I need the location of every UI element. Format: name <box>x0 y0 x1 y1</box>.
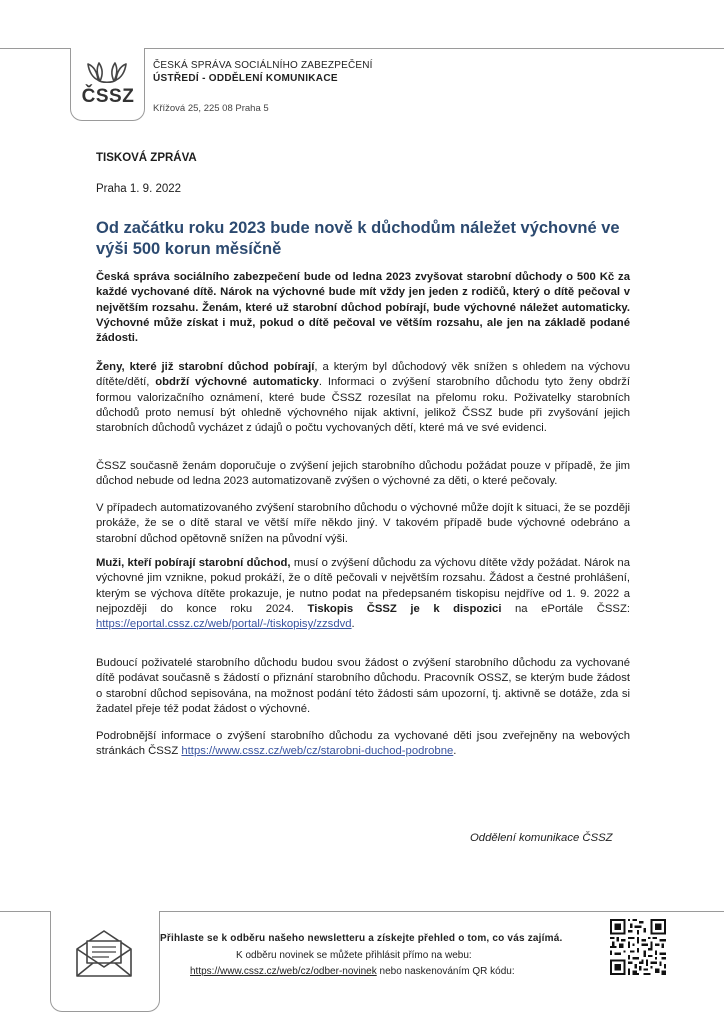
more-info-link[interactable]: https://www.cssz.cz/web/cz/starobni-duchod-podrobne <box>181 745 454 758</box>
paragraph-bold-text: Muži, kteří pobírají starobní důchod, <box>96 557 291 569</box>
paragraph-bold-text: Ženy, které již starobní důchod pobírají <box>96 361 315 373</box>
paragraph-text: . <box>453 745 457 758</box>
document-label: TISKOVÁ ZPRÁVA <box>96 152 197 164</box>
organization-address: Křížová 25, 225 08 Praha 5 <box>153 103 269 114</box>
paragraph-bold-text: obdrží výchovné automaticky <box>155 376 319 389</box>
qr-code-icon[interactable] <box>610 919 666 975</box>
signature: Oddělení komunikace ČSSZ <box>470 832 613 844</box>
paragraph-text: . <box>351 618 355 631</box>
newsletter-instructions: K odběru novinek se můžete přihlásit přímo na webu: <box>236 950 472 961</box>
paragraph-more-info <box>96 729 630 760</box>
newsletter-invite: Přihlaste se k odběru našeho newsletteru a získejte přehled o tom, co vás zajímá. <box>160 933 563 944</box>
paragraph-reduction: V případech automatizovaného zvýšení starobního důchodu o výchovné může dojít k situaci, že se později prokáže, že se o dítě staral ve větší míře někdo jiný. V takovém případě bude výchovné odebráno a starobní důchod opětovně snížen na původní výši. <box>96 502 630 545</box>
department-name: ÚSTŘEDÍ - ODDĚLENÍ KOMUNIKACE <box>153 73 338 84</box>
lead-paragraph: Česká správa sociálního zabezpečení bude od ledna 2023 zvyšovat starobní důchody o 500 Kč za každé vychované dítě. Nárok na výchovné bude mít vždy jen jeden z rodičů, který o dítě pečoval v největším rozsahu. Ženám, které už starobní důchod pobírají, bude výchovné náležet automaticky. Výchovné může získat i muž, pokud o dítě pečoval ve větším rozsahu, ale jen na základě podané žádosti. <box>96 271 630 345</box>
logo-box <box>70 48 145 121</box>
tulip-logo-icon <box>85 60 129 86</box>
newsletter-link[interactable]: https://www.cssz.cz/web/cz/odber-novinek <box>190 966 377 977</box>
eportal-form-link[interactable]: https://eportal.cssz.cz/web/portal/-/tiskopisy/zzsdvd <box>96 618 352 631</box>
paragraph-text: . Informaci o zvýšení starobního důchodu tyto ženy obdrží formou valorizačního oznámení, které bude ČSSZ rozesílat na přelomu roku. Poživatelky starobních důchodů proto nemusí být ohledně výchovného nijak aktivní, jelikož ČSSZ bude při zvyšování jejich starobních důchodů vycházet z údajů o počtu vychovaných dětí, které má ve své evidenci. <box>96 376 631 435</box>
paragraph-text: na ePortále ČSSZ: <box>501 602 631 615</box>
envelope-box <box>50 911 160 1012</box>
paragraph-women-automatic <box>96 360 630 436</box>
organization-name: ČESKÁ SPRÁVA SOCIÁLNÍHO ZABEZPEČENÍ <box>153 60 373 71</box>
paragraph-bold-text: Tiskopis ČSSZ je k dispozici <box>307 602 502 615</box>
paragraph-recommendation: ČSSZ současně ženám doporučuje o zvýšení jejich starobního důchodu požádat pouze v případě, že jim důchod nebude od ledna 2023 automatizovaně zvýšen o výchovné za děti, o které pečovaly. <box>96 460 630 488</box>
newsletter-text: nebo naskenováním QR kódu: <box>376 966 515 977</box>
logo-text: ČSSZ <box>81 86 135 107</box>
newsletter-link-line <box>190 966 515 977</box>
paragraph-men-application <box>96 556 630 632</box>
dateline: Praha 1. 9. 2022 <box>96 183 182 195</box>
envelope-icon <box>73 929 135 979</box>
headline: Od začátku roku 2023 bude nově k důchodům náležet výchovné ve výši 500 korun měsíčně <box>96 219 620 258</box>
paragraph-text: Podrobnější informace o zvýšení starobního důchodu za vychované děti jsou zveřejněny na webových stránkách ČSSZ <box>96 730 630 758</box>
paragraph-future-recipients: Budoucí poživatelé starobního důchodu budou svou žádost o zvýšení starobního důchodu za vychované dítě podávat současně s žádostí o přiznání starobního důchodu. Pracovník OSSZ, se kterým bude žádost o starobní důchod sepisována, na možnost podání této žádosti sám upozorní, tj. aktivně se dotáže, zda si žadatel přeje též podat žádost o výchovné. <box>96 657 630 715</box>
paragraph-text: musí o zvýšení důchodu za výchovu dítěte vždy požádat. Nárok na výchovné jim vznikne, pokud prokáží, že o dítě pečovali v největším rozsahu. Žádost a čestné prohlášení, kterým se výchova dítěte prokazuje, je nutno podat na předepsaném tiskopisu nejdříve od 1. 9. 2022 a nejpozději do konce roku 2024. <box>96 557 630 615</box>
paragraph-text: , a kterým byl důchodový věk snížen s ohledem na výchovu dítěte/dětí, <box>96 361 630 389</box>
